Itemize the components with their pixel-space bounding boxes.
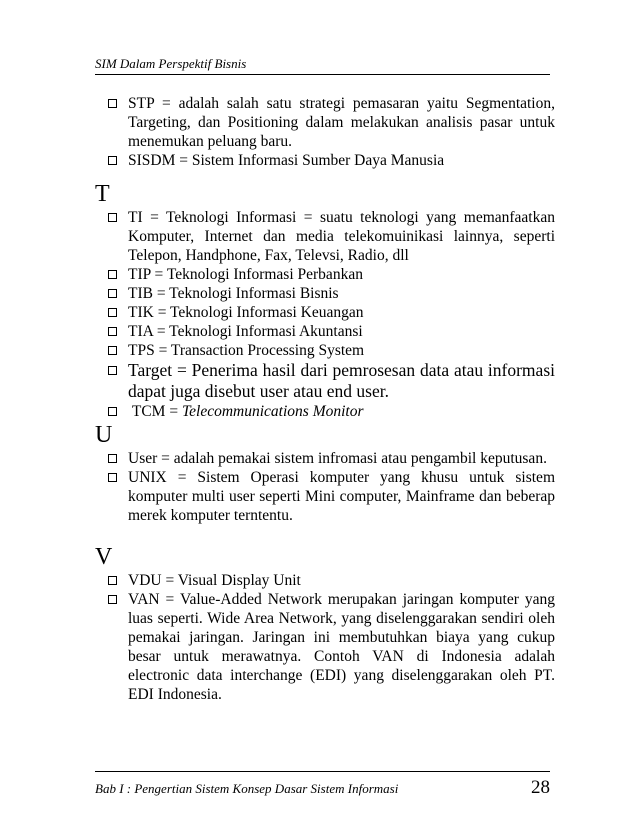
section-letter-u: U xyxy=(95,422,113,448)
list-item-tps xyxy=(95,341,555,360)
list-item-user xyxy=(95,449,555,468)
list-item-van xyxy=(95,590,555,704)
header-title: SIM Dalam Perspektif Bisnis xyxy=(95,56,247,71)
item-text: User = adalah pemakai sistem infromasi atau pengambil keputusan. xyxy=(128,450,547,467)
list-item-tcm xyxy=(95,402,555,421)
checkbox-bullet-icon xyxy=(108,576,117,585)
section-letter-v: V xyxy=(95,544,113,570)
item-text: VDU = Visual Display Unit xyxy=(128,572,301,589)
list-item-tik xyxy=(95,303,555,322)
checkbox-bullet-icon xyxy=(108,308,117,317)
list-item-vdu xyxy=(95,571,555,590)
checkbox-bullet-icon xyxy=(108,289,117,298)
checkbox-bullet-icon xyxy=(108,366,117,375)
page-number: 28 xyxy=(531,777,550,798)
section-letter-t: T xyxy=(95,181,110,207)
checkbox-bullet-icon xyxy=(108,270,117,279)
checkbox-bullet-icon xyxy=(108,595,117,604)
item-text: TPS = Transaction Processing System xyxy=(128,342,365,359)
item-text: SISDM = Sistem Informasi Sumber Daya Manusia xyxy=(128,152,445,169)
item-text: TIA = Teknologi Informasi Akuntansi xyxy=(128,323,363,340)
checkbox-bullet-icon xyxy=(108,407,117,416)
item-text: VAN = Value-Added Network merupakan jaringan komputer yang luas seperti. Wide Area Network, yang diselenggarakan sendiri oleh pemakai jaringan. Jaringan ini membutuhkan biaya yang cukup besar untuk merawatnya. Contoh VAN di Indonesia adalah electronic data interchange (EDI) yang diselenggarakan oleh PT. EDI Indonesia. xyxy=(128,591,555,703)
item-text: TIB = Teknologi Informasi Bisnis xyxy=(128,285,339,302)
checkbox-bullet-icon xyxy=(108,213,117,222)
running-header xyxy=(95,56,550,75)
item-text: TIP = Teknologi Informasi Perbankan xyxy=(128,266,363,283)
item-text: TIK = Teknologi Informasi Keuangan xyxy=(128,304,364,321)
item-text: UNIX = Sistem Operasi komputer yang khusu untuk sistem komputer multi user seperti Mini computer, Mainframe dan beberap merek komputer terntentu. xyxy=(128,469,555,524)
footer-chapter: Bab I : Pengertian Sistem Konsep Dasar Sistem Informasi xyxy=(95,781,399,796)
item-text-prefix: TCM = xyxy=(131,403,182,420)
checkbox-bullet-icon xyxy=(108,327,117,336)
list-item-sisdm xyxy=(95,151,555,170)
item-text: Target = Penerima hasil dari pemrosesan data atau informasi dapat juga disebut user atau end user. xyxy=(128,360,555,401)
list-item-target xyxy=(95,360,555,402)
list-item-tia xyxy=(95,322,555,341)
item-text: STP = adalah salah satu strategi pemasaran yaitu Segmentation, Targeting, dan Positioning dalam melakukan analisis pasar untuk menemukan peluang baru. xyxy=(128,95,555,150)
checkbox-bullet-icon xyxy=(108,473,117,482)
item-text: TI = Teknologi Informasi = suatu teknologi yang memanfaatkan Komputer, Internet dan media telekomuinikasi lainnya, seperti Telepon, Handphone, Fax, Televsi, Radio, dll xyxy=(128,209,555,264)
list-item-ti xyxy=(95,208,555,265)
list-item-tib xyxy=(95,284,555,303)
list-item-unix xyxy=(95,468,555,525)
checkbox-bullet-icon xyxy=(108,346,117,355)
list-item-stp xyxy=(95,94,555,151)
glossary-content xyxy=(95,94,555,704)
checkbox-bullet-icon xyxy=(108,99,117,108)
checkbox-bullet-icon xyxy=(108,156,117,165)
list-item-tip xyxy=(95,265,555,284)
checkbox-bullet-icon xyxy=(108,454,117,463)
item-text-italic: Telecommunications Monitor xyxy=(181,403,364,420)
running-footer xyxy=(95,771,550,799)
